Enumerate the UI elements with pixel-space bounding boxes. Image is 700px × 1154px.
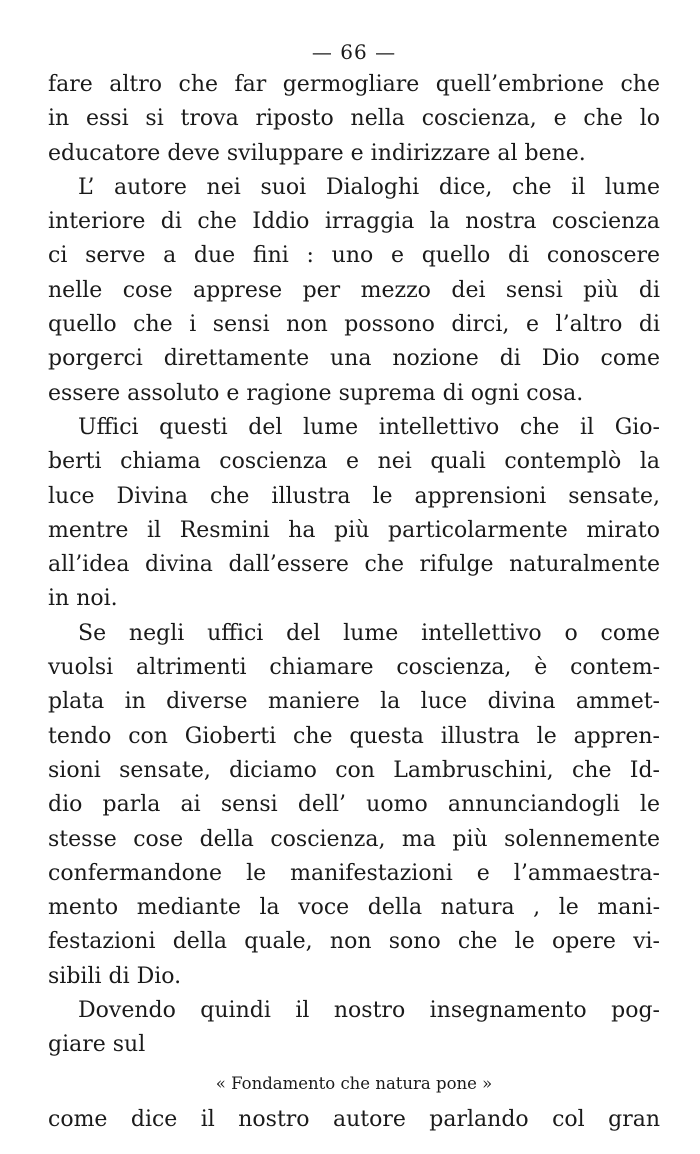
- text-line: tendo con Gioberti che questa illustra le appren-: [48, 723, 660, 749]
- text-line: Se negli uffici del lume intellettivo o come: [78, 620, 660, 646]
- paragraph-4: [48, 617, 660, 994]
- page-number: — 66 —: [311, 40, 397, 64]
- text-line: quello che i sensi non possono dirci, e l’altro di: [48, 312, 660, 338]
- text-line: confermandone le manifestazioni e l’ammaestra-: [48, 860, 660, 886]
- text-line: come dice il nostro autore parlando col gran: [48, 1106, 660, 1132]
- text-line: plata in diverse maniere la luce divina ammet-: [48, 689, 660, 715]
- paragraph-3: [48, 411, 660, 617]
- text-line: vuolsi altrimenti chiamare coscienza, è contem-: [48, 655, 660, 681]
- text-line: giare sul: [48, 1032, 146, 1058]
- text-line: educatore deve sviluppare e indirizzare al bene.: [48, 140, 586, 166]
- text-line: in noi.: [48, 586, 118, 612]
- text-line: stesse cose della coscienza, ma più solennemente: [48, 826, 660, 852]
- block-quote: « Fondamento che natura pone »: [215, 1073, 493, 1093]
- text-line: L’ autore nei suoi Dialoghi dice, che il lume: [78, 174, 660, 200]
- text-line: luce Divina che illustra le apprensioni sensate,: [48, 483, 660, 509]
- text-line: Dovendo quindi il nostro insegnamento pog-: [78, 998, 660, 1024]
- text-line: sioni sensate, diciamo con Lambruschini, che Id-: [48, 757, 660, 783]
- text-line: porgerci direttamente una nozione di Dio come: [48, 346, 660, 372]
- text-line: mentre il Resmini ha più particolarmente mirato: [48, 517, 660, 543]
- paragraph-1: [48, 68, 660, 171]
- text-line: berti chiama coscienza e nei quali contemplò la: [48, 449, 660, 475]
- text-line: festazioni della quale, non sono che le opere vi-: [48, 929, 660, 955]
- paragraph-5: [48, 994, 660, 1063]
- paragraph-2: [48, 171, 660, 411]
- text-line: Uffici questi del lume intellettivo che il Gio-: [78, 414, 660, 440]
- text-line: mento mediante la voce della natura , le mani-: [48, 895, 660, 921]
- text-line: interiore di che Iddio irraggia la nostra coscienza: [48, 209, 660, 235]
- text-line: fare altro che far germogliare quell’embrione che: [48, 72, 660, 97]
- text-line: essere assoluto e ragione suprema di ogni cosa.: [48, 380, 584, 406]
- text-line: in essi si trova riposto nella coscienza, e che lo: [48, 106, 660, 132]
- text-line: nelle cose apprese per mezzo dei sensi più di: [48, 277, 660, 303]
- text-line: dio parla ai sensi dell’ uomo annunciandogli le: [48, 792, 660, 818]
- paragraph-6: [48, 1103, 660, 1137]
- book-page: [48, 36, 660, 1137]
- text-line: all’idea divina dall’essere che rifulge naturalmente: [48, 552, 660, 578]
- text-line: sibili di Dio.: [48, 963, 182, 989]
- text-line: ci serve a due fini : uno e quello di conoscere: [48, 243, 660, 269]
